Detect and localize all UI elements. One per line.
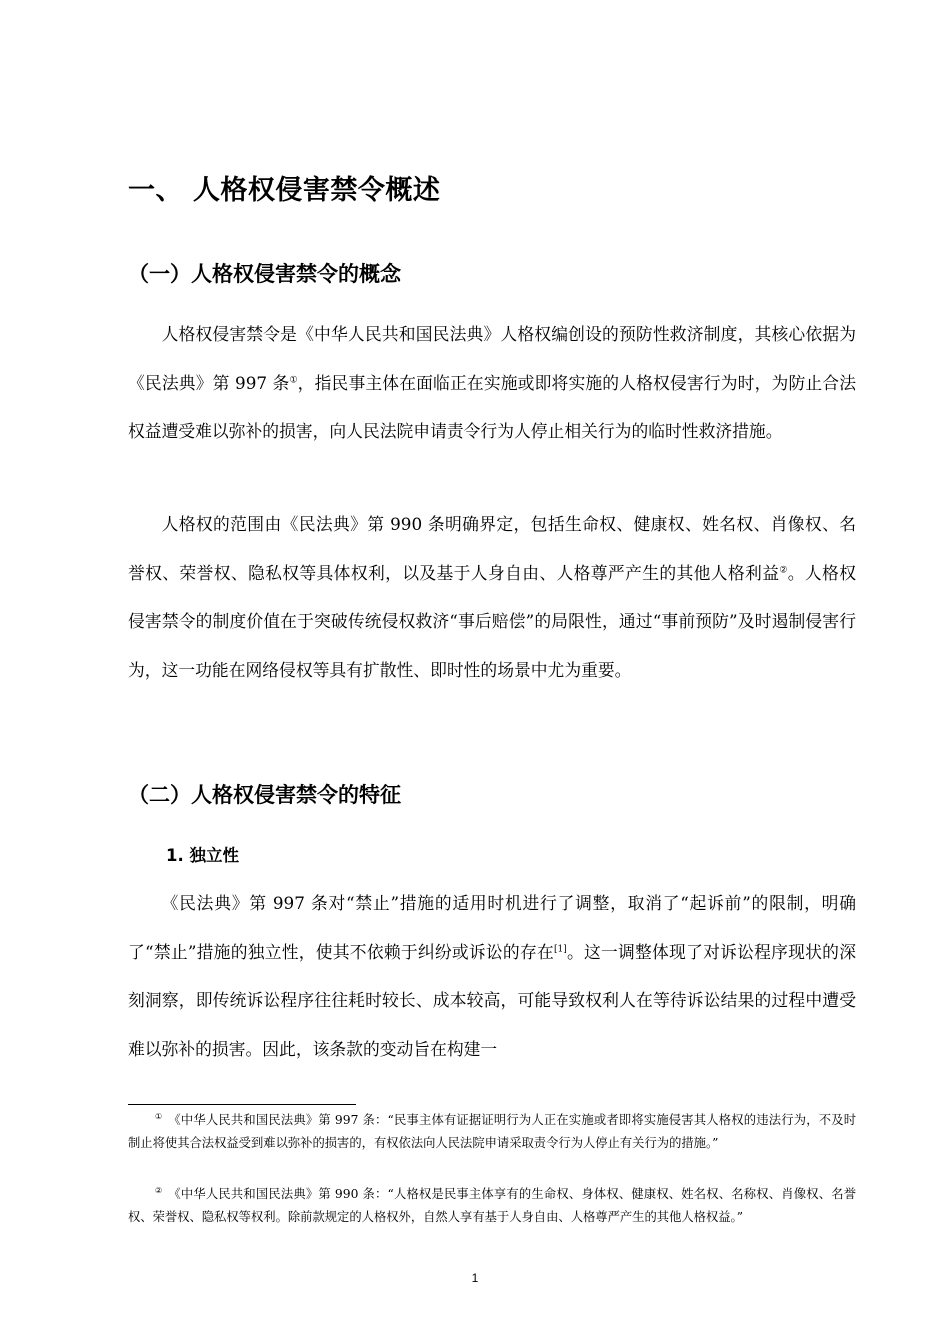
chapter-heading: 一、 人格权侵害禁令概述 bbox=[128, 175, 441, 206]
subsection-heading-independence: 1. 独立性 bbox=[166, 846, 239, 865]
footnote-separator bbox=[128, 1104, 356, 1105]
body-paragraph bbox=[128, 879, 856, 1073]
paragraph-text: 《民法典》第 997 条对“禁止”措施的适用时机进行了调整，取消了“起诉前”的限制，明确了“禁止”措施的独立性，使其不依赖于纠纷或诉讼的存在 bbox=[128, 893, 856, 962]
footnote-ref[interactable]: ② bbox=[779, 564, 788, 575]
paragraph-text: 人格权侵害禁令是《中华人民共和国民法典》人格权编创设的预防性救济制度，其核心依据为《民法典》第 997 条 bbox=[128, 324, 856, 393]
footnote-mark: ① bbox=[155, 1111, 163, 1121]
footnote-text: 《中华人民共和国民法典》第 997 条：“民事主体有证据证明行为人正在实施或者即将实施侵害其人格权的违法行为，不及时制止将使其合法权益受到难以弥补的损害的，有权依法向人民法院申请采取责令行为人停止有关行为的措施。” bbox=[128, 1113, 857, 1150]
footnote-mark: ② bbox=[155, 1185, 163, 1195]
body-paragraph bbox=[128, 500, 856, 694]
footnote bbox=[128, 1183, 856, 1229]
paragraph-text: 人格权的范围由《民法典》第 990 条明确界定，包括生命权、健康权、姓名权、肖像权、名誉权、荣誉权、隐私权等具体权利，以及基于人身自由、人格尊严产生的其他人格利益 bbox=[128, 514, 856, 583]
paragraph-text: 。人格权侵害禁令的制度价值在于突破传统侵权救济“事后赔偿”的局限性，通过“事前预防”及时遏制侵害行为，这一功能在网络侵权等具有扩散性、即时性的场景中尤为重要。 bbox=[128, 562, 856, 680]
section-heading-concept: （一）人格权侵害禁令的概念 bbox=[128, 262, 401, 286]
footnote-ref[interactable]: ① bbox=[289, 374, 298, 385]
footnote-text: 《中华人民共和国民法典》第 990 条：“人格权是民事主体享有的生命权、身体权、健康权、姓名权、名称权、肖像权、名誉权、荣誉权、隐私权等权利。除前款规定的人格权外，自然人享有基于人身自由、人格尊严产生的其他人格权益。” bbox=[128, 1187, 857, 1224]
page-number: 1 bbox=[471, 1271, 479, 1285]
footnote bbox=[128, 1109, 856, 1155]
body-paragraph bbox=[128, 310, 856, 456]
section-heading-features: （二）人格权侵害禁令的特征 bbox=[128, 783, 401, 807]
paragraph-text: 。这一调整体现了对诉讼程序现状的深刻洞察，即传统诉讼程序往往耗时较长、成本较高，可能导致权利人在等待诉讼结果的过程中遭受难以弥补的损害。因此，该条款的变动旨在构建一 bbox=[128, 941, 856, 1059]
paragraph-text: ，指民事主体在面临正在实施或即将实施的人格权侵害行为时，为防止合法权益遭受难以弥补的损害，向人民法院申请责令行为人停止相关行为的临时性救济措施。 bbox=[128, 372, 856, 441]
reference-citation[interactable]: [1] bbox=[553, 943, 567, 954]
